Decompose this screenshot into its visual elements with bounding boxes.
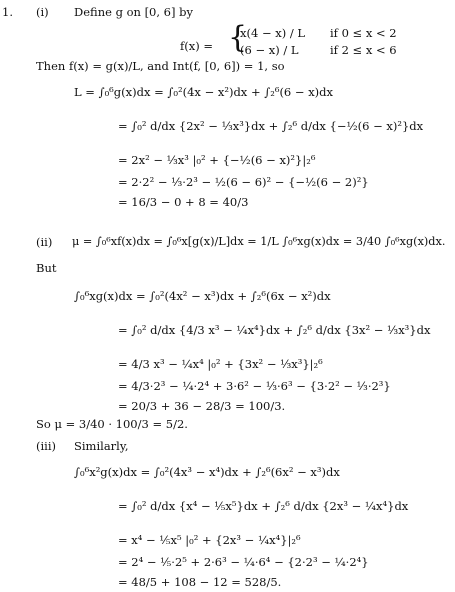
l-line-2: = ∫₀² d/dx {2x² − ⅓x³}dx + ∫₂⁶ d/dx {−½(6 − x)²}dx	[118, 119, 424, 133]
so-mu: So μ = 3/40 · 100/3 = 5/2.	[36, 417, 188, 431]
c-line-1: ∫₀⁶x²g(x)dx = ∫₀²(4x³ − x⁴)dx + ∫₂⁶(6x² − x³)dx	[74, 465, 340, 479]
case1-expr: x(4 − x) / L	[240, 26, 306, 40]
l-line-4: = 2·2² − ⅓·2³ − ½(6 − 6)² − {−½(6 − 2)²}	[118, 175, 369, 189]
case2-cond: if 2 ≤ x < 6	[330, 43, 397, 57]
b-line-4: = 4/3·2³ − ¼·2⁴ + 3·6² − ⅓·6³ − {3·2² − ⅓·2³}	[118, 379, 391, 393]
then-text: Then f(x) = g(x)/L, and Int(f, [0, 6]) = 1, so	[36, 59, 285, 73]
b-line-5: = 20/3 + 36 − 28/3 = 100/3.	[118, 399, 286, 413]
b-line-2: = ∫₀² d/dx {4/3 x³ − ¼x⁴}dx + ∫₂⁶ d/dx {3x² − ⅓x³}dx	[118, 323, 431, 337]
piecewise-brace: {	[228, 20, 248, 55]
case1-cond: if 0 ≤ x < 2	[330, 26, 397, 40]
fx-lhs: f(x) =	[180, 39, 214, 53]
part-ii-label: (ii)	[36, 235, 53, 249]
problem-number: 1.	[2, 5, 13, 19]
c-line-5: = 48/5 + 108 − 12 = 528/5.	[118, 575, 282, 589]
l-line-5: = 16/3 − 0 + 8 = 40/3	[118, 195, 249, 209]
b-line-3: = 4/3 x³ − ¼x⁴ |₀² + {3x² − ⅓x³}|₂⁶	[118, 357, 323, 371]
mu-line: μ = ∫₀⁶xf(x)dx = ∫₀⁶x[g(x)/L]dx = 1/L ∫₀⁶xg(x)dx = 3/40 ∫₀⁶xg(x)dx.	[72, 235, 446, 248]
c-line-4: = 2⁴ − ⅕·2⁵ + 2·6³ − ¼·6⁴ − {2·2³ − ¼·2⁴}	[118, 555, 369, 569]
part-iii-label: (iii)	[36, 439, 57, 453]
l-line-1: L = ∫₀⁶g(x)dx = ∫₀²(4x − x²)dx + ∫₂⁶(6 − x)dx	[74, 85, 334, 99]
but-text: But	[36, 261, 57, 275]
case2-expr: (6 − x) / L	[240, 43, 299, 57]
l-line-3: = 2x² − ⅓x³ |₀² + {−½(6 − x)²}|₂⁶	[118, 153, 316, 167]
c-line-3: = x⁴ − ⅕x⁵ |₀² + {2x³ − ¼x⁴}|₂⁶	[118, 533, 301, 547]
c-line-2: = ∫₀² d/dx {x⁴ − ⅕x⁵}dx + ∫₂⁶ d/dx {2x³ − ¼x⁴}dx	[118, 499, 409, 513]
part-i-label: (i)	[36, 5, 49, 19]
part-i-intro: Define g on [0, 6] by	[74, 5, 193, 19]
part-iii-intro: Similarly,	[74, 439, 129, 453]
b-line-1: ∫₀⁶xg(x)dx = ∫₀²(4x² − x³)dx + ∫₂⁶(6x − x²)dx	[74, 289, 331, 303]
